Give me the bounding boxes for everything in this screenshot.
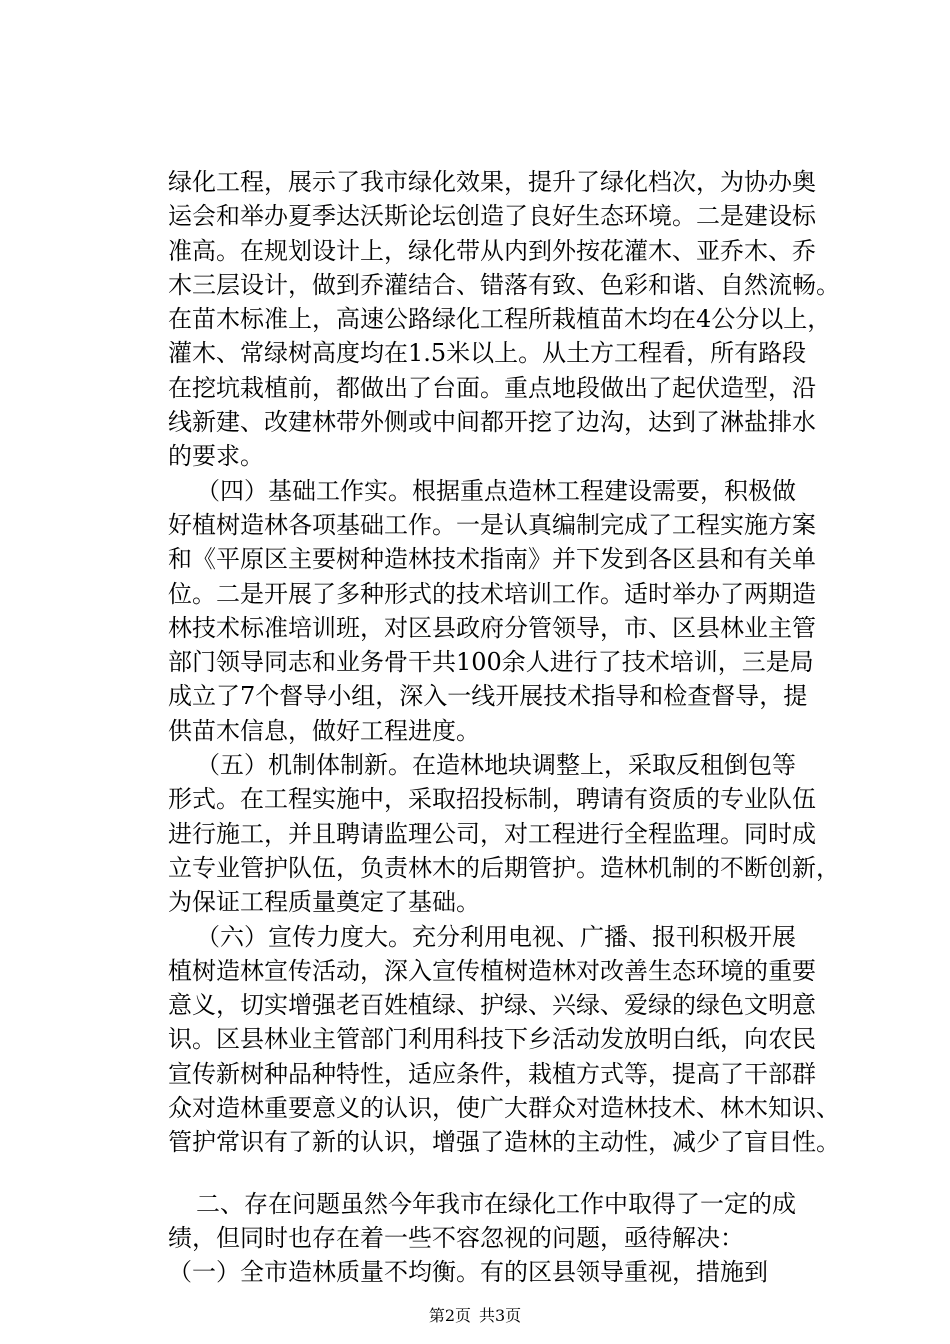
paragraph-start: （五）机制体制新。在造林地块调整上，采取反租倒包等 bbox=[196, 751, 796, 780]
section-heading: 二、存在问题虽然今年我市在绿化工作中取得了一定的成 bbox=[196, 1189, 796, 1218]
text-line: 为保证工程质量奠定了基础。 bbox=[168, 888, 480, 917]
text-line: 好植树造林各项基础工作。一是认真编制完成了工程实施方案 bbox=[168, 510, 816, 539]
text-line: 意义，切实增强老百姓植绿、护绿、兴绿、爱绿的绿色文明意 bbox=[168, 991, 816, 1020]
text-line: 形式。在工程实施中，采取招投标制，聘请有资质的专业队伍 bbox=[168, 785, 816, 814]
text-line: 和《平原区主要树种造林技术指南》并下发到各区县和有关单 bbox=[168, 545, 816, 574]
text-line: 植树造林宣传活动，深入宣传植树造林对改善生态环境的重要 bbox=[168, 956, 816, 985]
text-line: 宣传新树种品种特性，适应条件，栽植方式等，提高了干部群 bbox=[168, 1059, 816, 1088]
text-line: 在挖坑栽植前，都做出了台面。重点地段做出了起伏造型，沿 bbox=[168, 373, 816, 402]
text-line: 立专业管护队伍，负责林木的后期管护。造林机制的不断创新， bbox=[168, 853, 840, 882]
text-line: 绿化工程，展示了我市绿化效果，提升了绿化档次，为协办奥 bbox=[168, 168, 816, 196]
text-line: 成立了7个督导小组，深入一线开展技术指导和检查督导，提 bbox=[168, 682, 808, 711]
text-line: 部门领导同志和业务骨干共100余人进行了技术培训，三是局 bbox=[168, 648, 814, 677]
text-line: 林技术标准培训班，对区县政府分管领导，市、区县林业主管 bbox=[168, 613, 816, 642]
text-line: 灌木、常绿树高度均在1.5米以上。从土方工程看，所有路段 bbox=[168, 339, 807, 368]
text-line: 线新建、改建林带外侧或中间都开挖了边沟，达到了淋盐排水 bbox=[168, 408, 816, 437]
paragraph-start: （六）宣传力度大。充分利用电视、广播、报刊积极开展 bbox=[196, 922, 796, 951]
text-line: 位。二是开展了多种形式的技术培训工作。适时举办了两期造 bbox=[168, 579, 816, 608]
page-number: 第2页 bbox=[428, 1306, 471, 1325]
text-line: 运会和举办夏季达沃斯论坛创造了良好生态环境。二是建设标 bbox=[168, 202, 816, 231]
text-line: 识。区县林业主管部门利用科技下乡活动发放明白纸，向农民 bbox=[168, 1025, 816, 1054]
text-line: 管护常识有了新的认识，增强了造林的主动性，减少了盲目性。 bbox=[168, 1128, 840, 1157]
page-total: 共3页 bbox=[479, 1306, 522, 1325]
paragraph-start: （四）基础工作实。根据重点造林工程建设需要，积极做 bbox=[196, 476, 796, 505]
text-line: 绩，但同时也存在着一些不容忽视的问题，亟待解决： bbox=[168, 1223, 744, 1252]
body-text bbox=[168, 165, 888, 1290]
paragraph-start: （一）全市造林质量不均衡。有的区县领导重视，措施到 bbox=[168, 1258, 768, 1287]
text-line: 准高。在规划设计上，绿化带从内到外按花灌木、亚乔木、乔 bbox=[168, 236, 816, 265]
text-line: 众对造林重要意义的认识，使广大群众对造林技术、林木知识、 bbox=[168, 1094, 840, 1123]
text-line: 木三层设计，做到乔灌结合、错落有致、色彩和谐、自然流畅。 bbox=[168, 270, 840, 299]
text-line: 进行施工，并且聘请监理公司，对工程进行全程监理。同时成 bbox=[168, 819, 816, 848]
text-line: 在苗木标准上，高速公路绿化工程所栽植苗木均在4公分以上， bbox=[168, 305, 832, 334]
page-footer bbox=[0, 1306, 950, 1326]
text-line: 的要求。 bbox=[168, 442, 264, 471]
text-line: 供苗木信息，做好工程进度。 bbox=[168, 716, 480, 745]
